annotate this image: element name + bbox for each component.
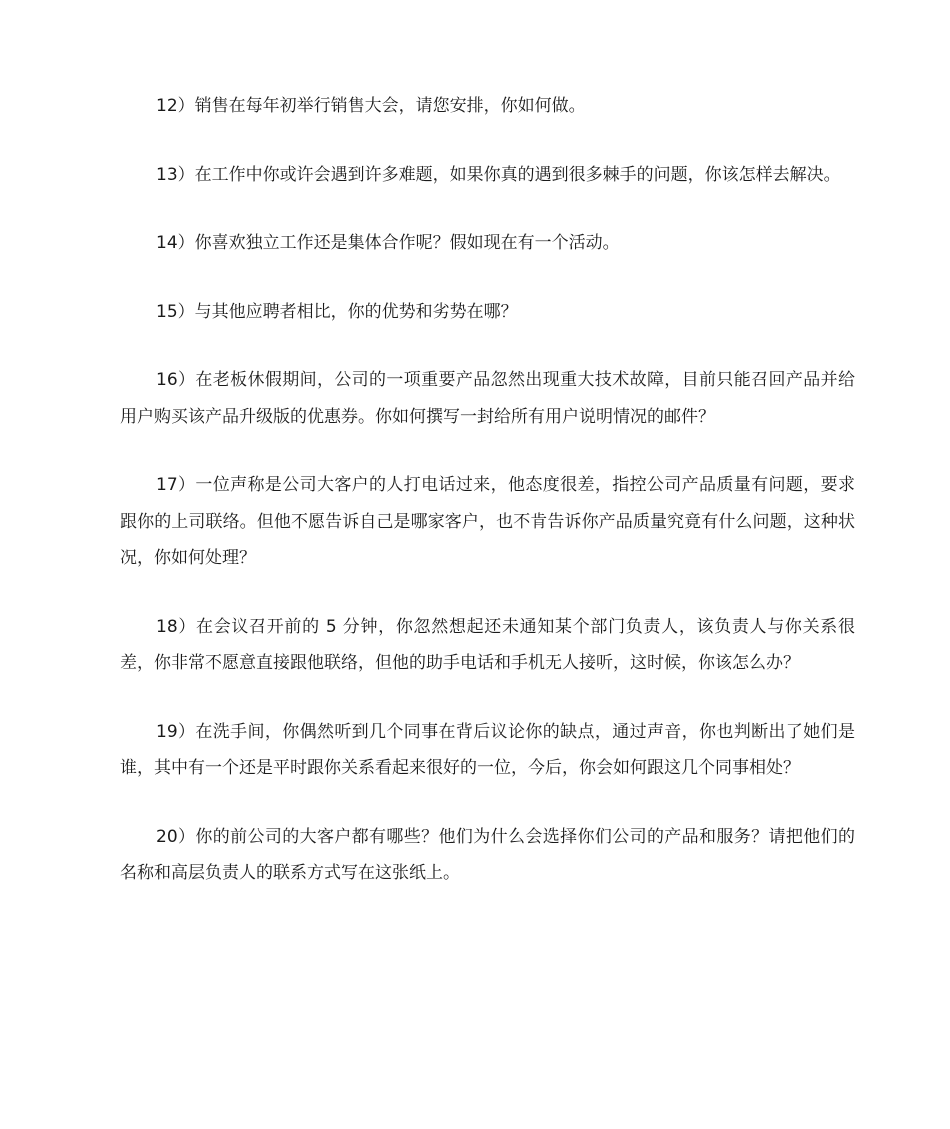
- question-18: 18）在会议召开前的 5 分钟，你忽然想起还未通知某个部门负责人，该负责人与你关系很差，你非常不愿意直接跟他联络，但他的助手电话和手机无人接听，这时候，你该怎么办？: [120, 616, 855, 673]
- question-17: 17）一位声称是公司大客户的人打电话过来，他态度很差，指控公司产品质量有问题，要求跟你的上司联络。但他不愿告诉自己是哪家客户，也不肯告诉你产品质量究竟有什么问题，这种状况，你如何处理？: [120, 475, 855, 568]
- document-body: [120, 88, 855, 924]
- question-12: 12）销售在每年初举行销售大会，请您安排，你如何做。: [156, 96, 586, 116]
- question-20: 20）你的前公司的大客户都有哪些？他们为什么会选择你们公司的产品和服务？请把他们的名称和高层负责人的联系方式写在这张纸上。: [120, 826, 855, 883]
- question-19: 19）在洗手间，你偶然听到几个同事在背后议论你的缺点，通过声音，你也判断出了她们是谁，其中有一个还是平时跟你关系看起来很好的一位，今后，你会如何跟这几个同事相处？: [120, 721, 855, 778]
- question-16: 16）在老板休假期间，公司的一项重要产品忽然出现重大技术故障，目前只能召回产品并给用户购买该产品升级版的优惠券。你如何撰写一封给所有用户说明情况的邮件？: [120, 370, 855, 427]
- question-13: 13）在工作中你或许会遇到许多难题，如果你真的遇到很多棘手的问题，你该怎样去解决。: [156, 164, 841, 185]
- question-15: 15）与其他应聘者相比，你的优势和劣势在哪？: [156, 301, 518, 322]
- question-14: 14）你喜欢独立工作还是集体合作呢？假如现在有一个活动。: [156, 233, 620, 253]
